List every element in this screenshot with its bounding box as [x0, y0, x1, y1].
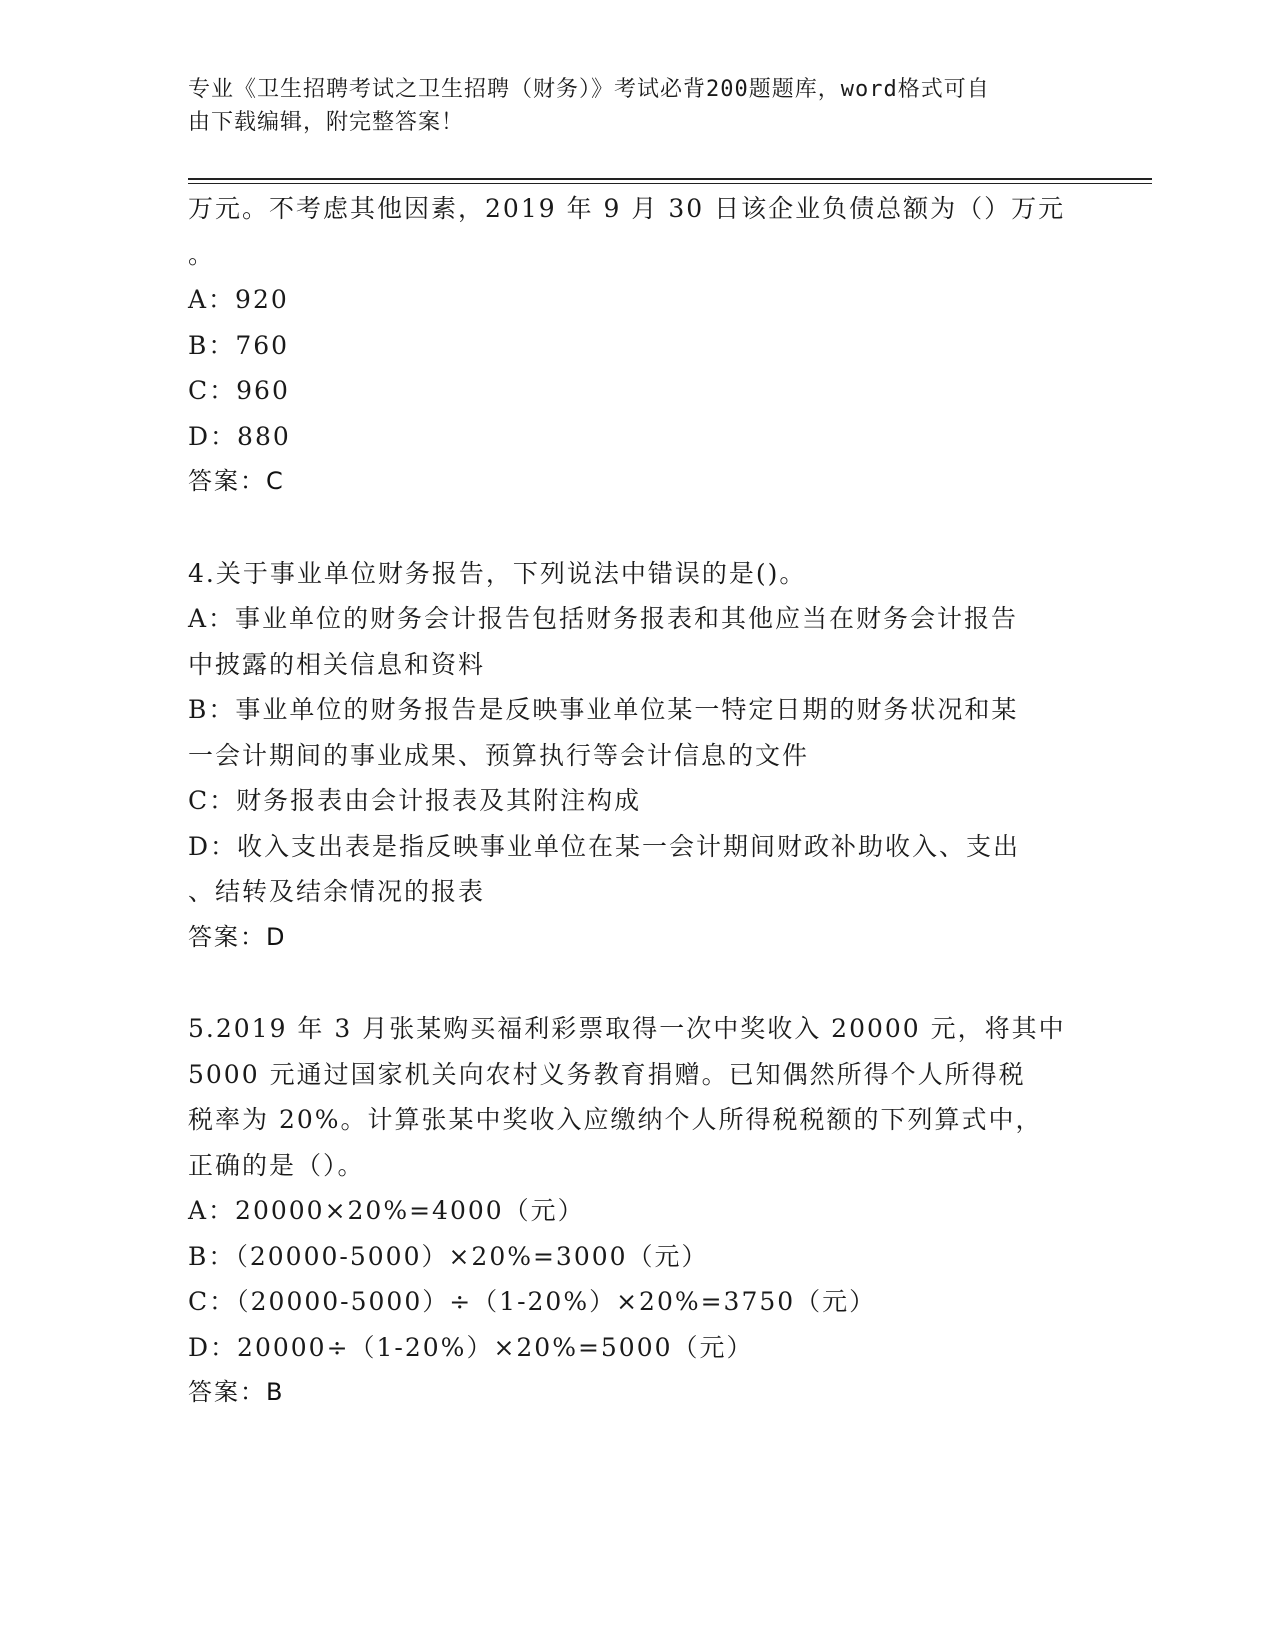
option-c: C：财务报表由会计报表及其附注构成 [188, 786, 642, 815]
question-stem-line: 4.关于事业单位财务报告，下列说法中错误的是()。 [188, 558, 807, 588]
question-stem-line: 5000 元通过国家机关向农村义务教育捐赠。已知偶然所得个人所得税 [188, 1059, 1026, 1089]
spacer [188, 505, 1088, 551]
option-c: C：（20000-5000）÷（1-20%）×20%=3750（元） [188, 1287, 877, 1316]
question-stem-line: 税率为 20%。计算张某中奖收入应缴纳个人所得税税额的下列算式中， [188, 1105, 1043, 1134]
answer-line: 答案：C [188, 467, 285, 495]
option-c: C：960 [188, 376, 290, 405]
option-a: A：20000×20%=4000（元） [188, 1196, 585, 1225]
spacer [188, 960, 1088, 1006]
document-header [188, 73, 1088, 139]
header-divider-thin [188, 183, 1152, 184]
question-stem-line: 。 [188, 239, 216, 269]
question-4 [188, 551, 1088, 961]
option-b: B：事业单位的财务报告是反映事业单位某一特定日期的财务状况和某 [188, 695, 1019, 724]
option-b: B：（20000-5000）×20%=3000（元） [188, 1241, 709, 1271]
header-title-line-1: 专业《卫生招聘考试之卫生招聘（财务）》考试必背200题题库，word格式可自 [188, 77, 990, 102]
header-title-line-2: 由下载编辑，附完整答案！ [188, 110, 465, 135]
option-b: B：760 [188, 330, 290, 360]
question-list [188, 186, 1088, 1416]
option-d: D：20000÷（1-20%）×20%=5000（元） [188, 1332, 754, 1362]
option-b-continued: 一会计期间的事业成果、预算执行等会计信息的文件 [188, 740, 810, 770]
question-3 [188, 186, 1088, 505]
question-stem-line: 5.2019 年 3 月张某购买福利彩票取得一次中奖收入 20000 元，将其中 [188, 1014, 1066, 1043]
option-a-continued: 中披露的相关信息和资料 [188, 649, 486, 679]
question-stem-line: 万元。不考虑其他因素，2019 年 9 月 30 日该企业负债总额为（）万元 [188, 194, 1066, 223]
header-divider-thick [188, 178, 1152, 180]
option-d: D：收入支出表是指反映事业单位在某一会计期间财政补助收入、支出 [188, 831, 1021, 861]
option-a: A：920 [188, 285, 289, 314]
answer-line: 答案：D [188, 922, 287, 951]
option-d-continued: 、结转及结余情况的报表 [188, 877, 486, 906]
question-stem-line: 正确的是（）。 [188, 1150, 365, 1180]
option-d: D：880 [188, 421, 291, 451]
question-5 [188, 1006, 1088, 1416]
option-a: A：事业单位的财务会计报告包括财务报表和其他应当在财务会计报告 [188, 604, 1019, 633]
answer-line: 答案：B [188, 1378, 285, 1406]
